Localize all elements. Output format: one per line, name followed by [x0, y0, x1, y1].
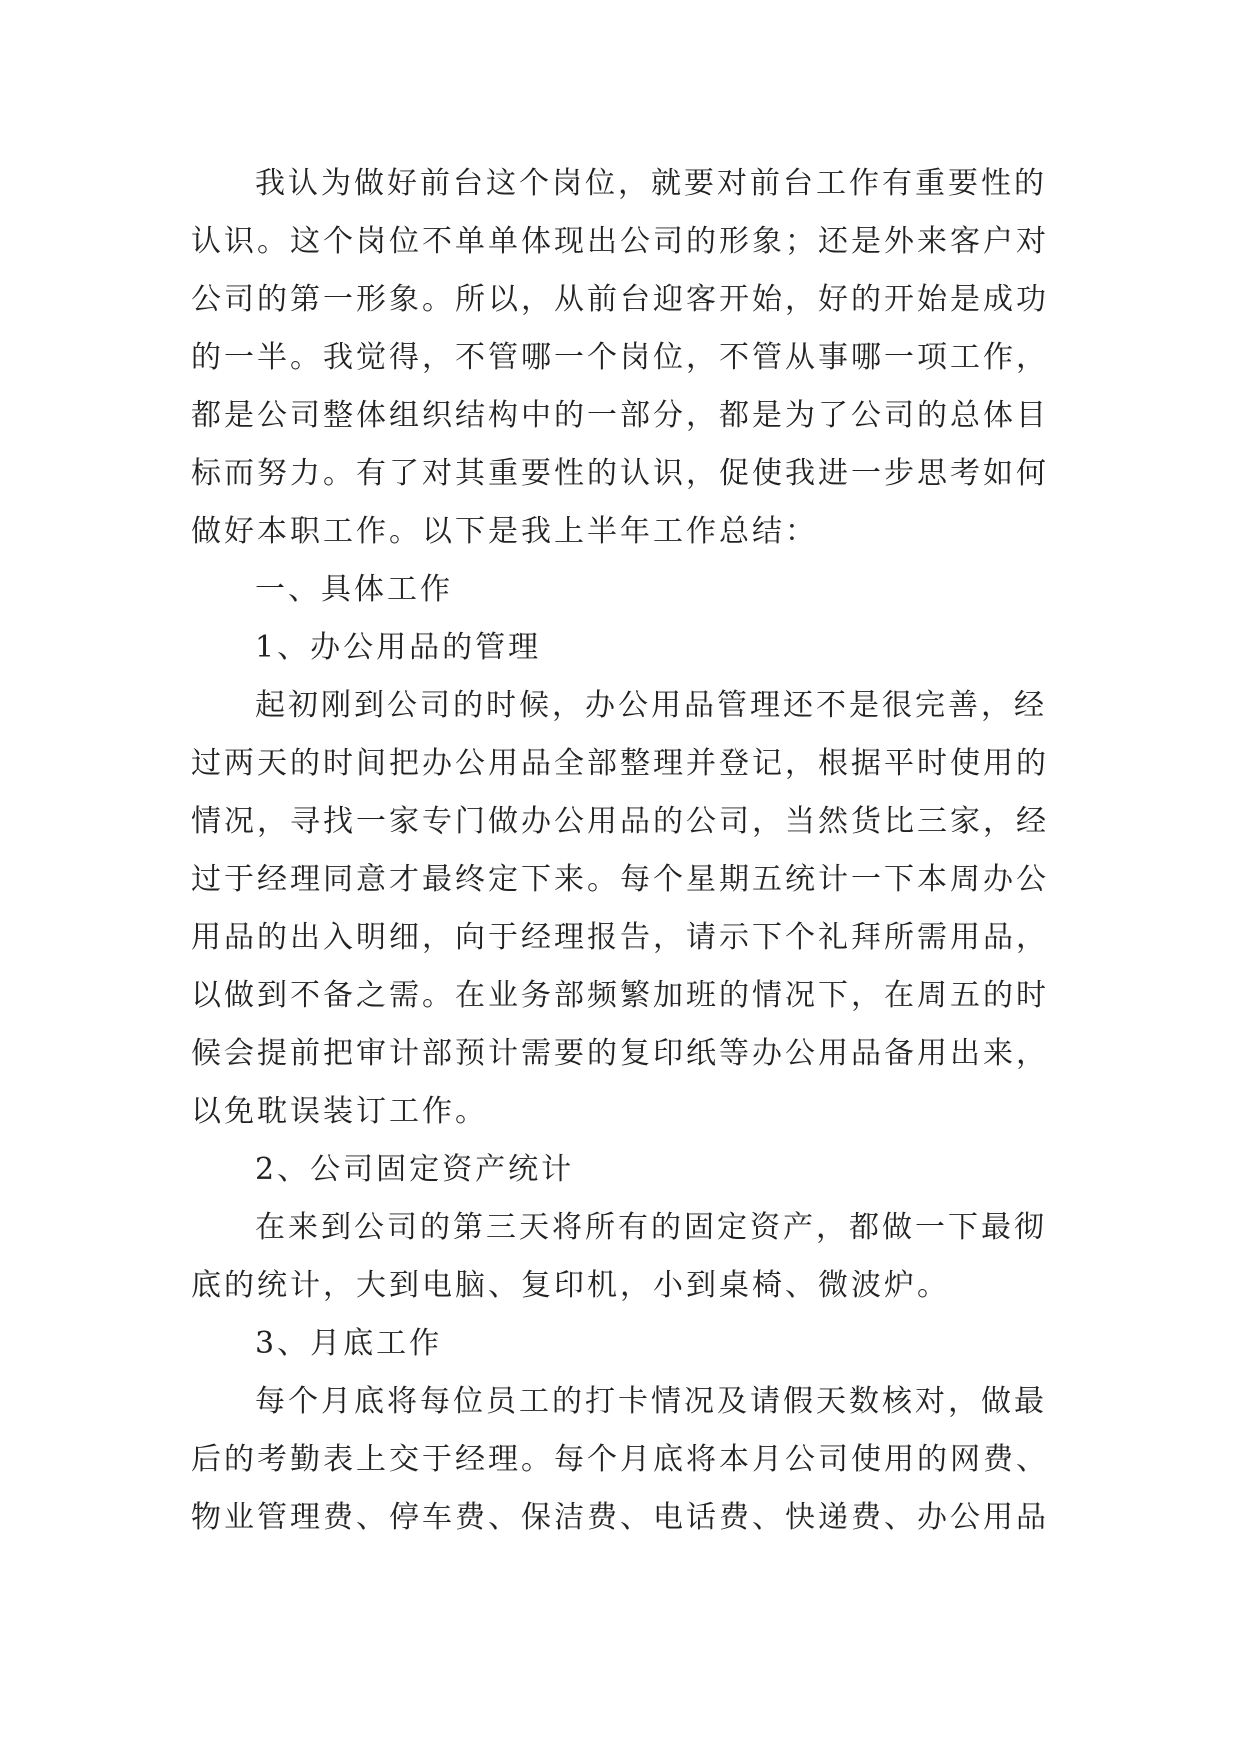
text-line: 在来到公司的第三天将所有的固定资产，都做一下最彻 — [255, 1210, 1047, 1245]
document-body — [191, 155, 1051, 1547]
text-line: 的一半。我觉得，不管哪一个岗位，不管从事哪一项工作， — [191, 340, 1049, 375]
text-line: 用品的出入明细，向于经理报告，请示下个礼拜所需用品， — [191, 920, 1049, 955]
text-line: 每个月底将每位员工的打卡情况及请假天数核对，做最 — [255, 1384, 1047, 1419]
text-line: 认识。这个岗位不单单体现出公司的形象；还是外来客户对 — [191, 224, 1049, 259]
text-line: 过两天的时间把办公用品全部整理并登记，根据平时使用的 — [191, 746, 1049, 781]
text-line: 候会提前把审计部预计需要的复印纸等办公用品备用出来， — [191, 1036, 1049, 1071]
text-line: 情况，寻找一家专门做办公用品的公司，当然货比三家，经 — [191, 804, 1049, 839]
text-line: 我认为做好前台这个岗位，就要对前台工作有重要性的 — [255, 166, 1047, 201]
subsection-heading: 1、办公用品的管理 — [255, 630, 542, 665]
text-line: 以免耽误装订工作。 — [191, 1094, 488, 1129]
text-line: 公司的第一形象。所以，从前台迎客开始，好的开始是成功 — [191, 282, 1049, 317]
subsection-heading: 3、月底工作 — [255, 1326, 443, 1361]
text-line: 物业管理费、停车费、保洁费、电话费、快递费、办公用品 — [191, 1500, 1049, 1535]
text-line: 过于经理同意才最终定下来。每个星期五统计一下本周办公 — [191, 862, 1049, 897]
text-line: 标而努力。有了对其重要性的认识，促使我进一步思考如何 — [191, 456, 1049, 491]
text-line: 做好本职工作。以下是我上半年工作总结： — [191, 514, 818, 549]
section-heading: 一、具体工作 — [255, 572, 453, 607]
text-line: 都是公司整体组织结构中的一部分，都是为了公司的总体目 — [191, 398, 1049, 433]
text-line: 后的考勤表上交于经理。每个月底将本月公司使用的网费、 — [191, 1442, 1049, 1477]
text-line: 起初刚到公司的时候，办公用品管理还不是很完善，经 — [255, 688, 1047, 723]
subsection-heading: 2、公司固定资产统计 — [255, 1152, 575, 1187]
text-line: 底的统计，大到电脑、复印机，小到桌椅、微波炉。 — [191, 1268, 950, 1303]
text-line: 以做到不备之需。在业务部频繁加班的情况下，在周五的时 — [191, 978, 1049, 1013]
